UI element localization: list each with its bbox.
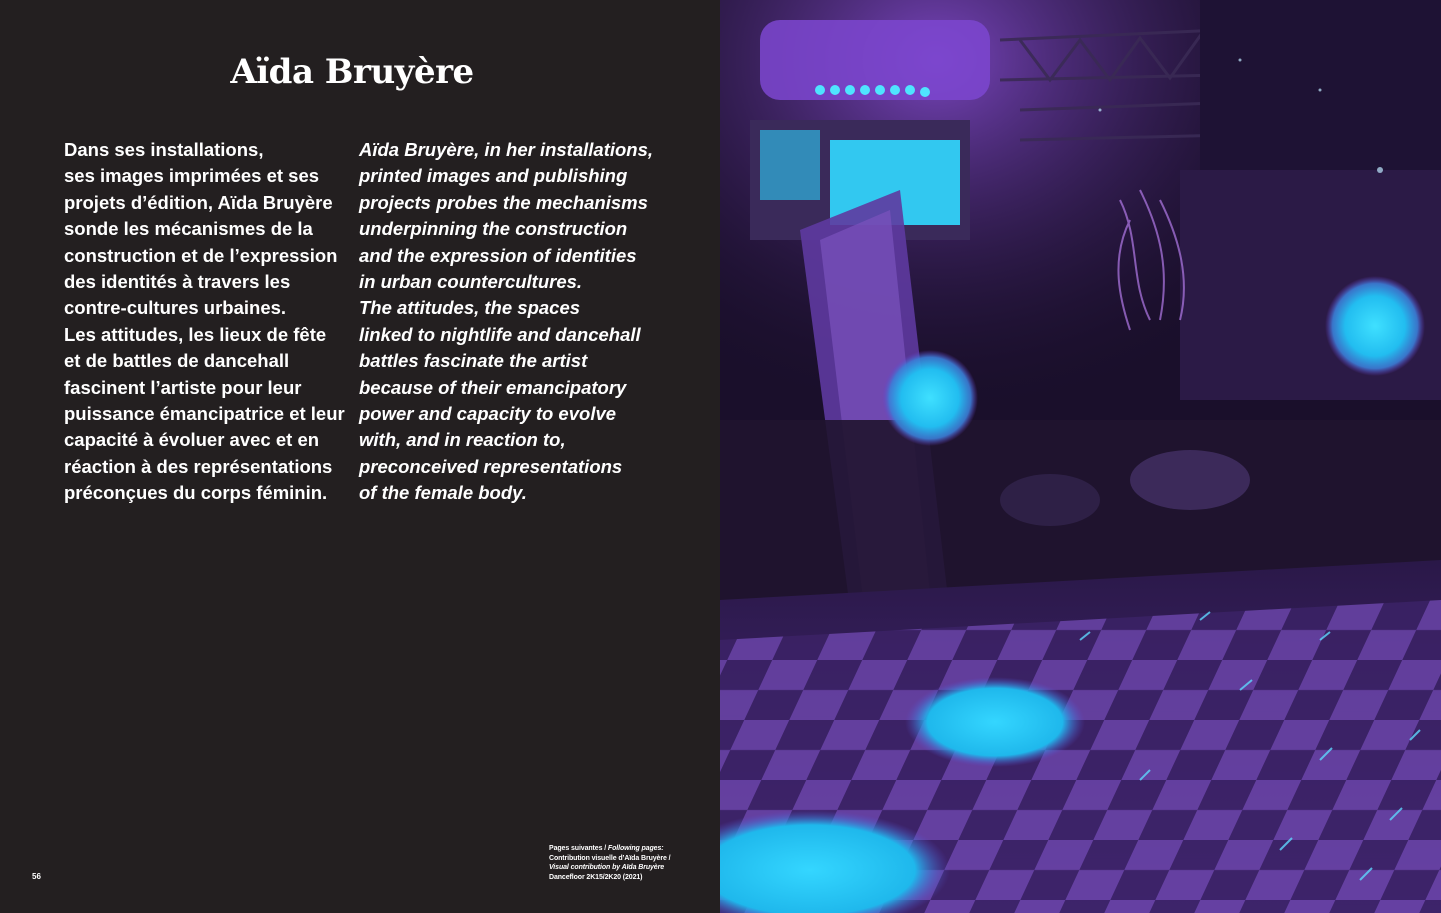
page-title: Aïda Bruyère (230, 52, 474, 92)
body-text-english: Aïda Bruyère, in her installations, printed images and publishing projects probes the mechanisms underpinning the construction and the expression of identities in urban countercultures. The attitudes, the spaces linked to nightlife and dancehall battles fascinate the artist because of their emancipatory power and capacity to evolve with, and in reaction to, preconceived representations of the female body. (359, 139, 654, 504)
caption-line-1 (549, 844, 709, 854)
caption-line-3: Visual contribution by Aïda Bruyère (549, 864, 665, 872)
photo-dancefloor-drawing (720, 0, 1441, 913)
page-number: 56 (32, 872, 41, 881)
caption-label-fr: Pages suivantes / (549, 845, 608, 852)
body-text-french: Dans ses installations, ses images imprimées et ses projets d’édition, Aïda Bruyère sonde les mécanismes de la construction et de l’expression des identités à travers les contre-cultures urbaines. Les attitudes, les lieux de fête et de battles de dancehall fascinent l’artiste pour leur puissance émancipatrice et leur capacité à évoluer avec et en réaction à des représentations préconçues du corps féminin. (64, 139, 345, 504)
caption-label-en: Following pages: (607, 845, 664, 852)
caption-line-4: Dancefloor 2K15/2K20 (2021) (549, 873, 643, 881)
photo-dancefloor (720, 0, 1441, 913)
left-page (0, 0, 720, 913)
caption-line-2: Contribution visuelle d’Aïda Bruyère / (549, 854, 671, 862)
image-caption (549, 844, 709, 882)
